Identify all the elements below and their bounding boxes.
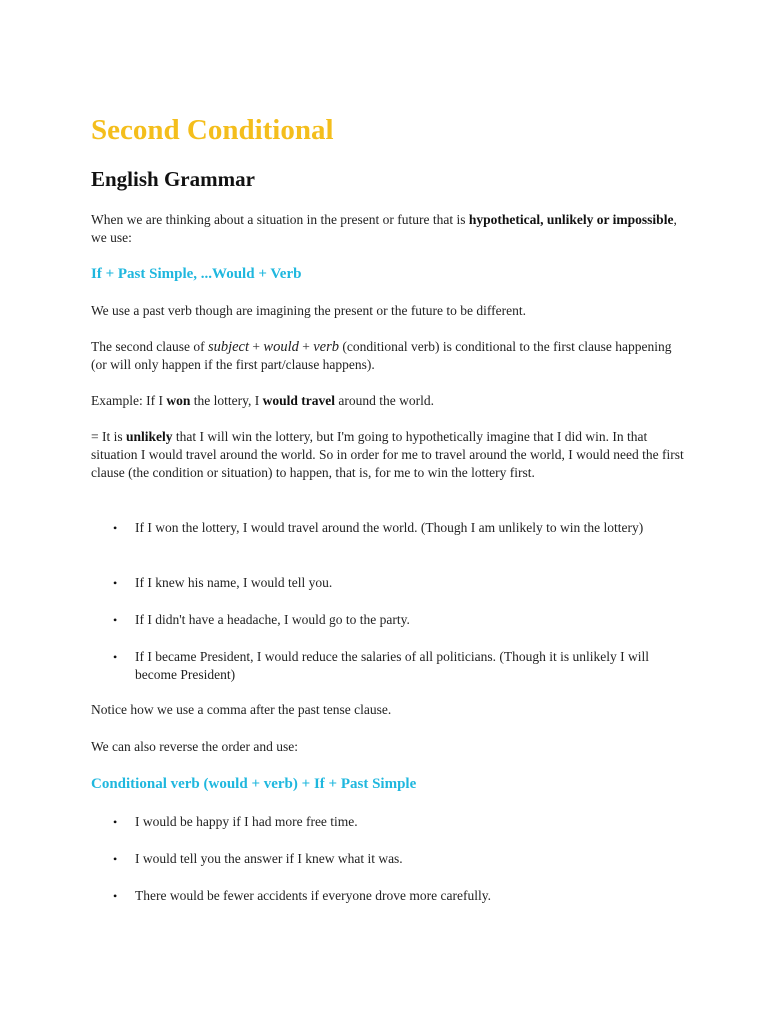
page-title: Second Conditional [91,114,334,146]
example-bold-won: won [166,393,191,408]
comma-note-paragraph: Notice how we use a comma after the past tense clause. [91,702,392,717]
example-bold-would-travel: would travel [262,393,335,408]
second-clause-paragraph [91,338,687,374]
list-item [113,813,687,831]
intro-text: When we are thinking about a situation in the present or future that is [91,212,469,227]
list-item-text: If I became President, I would reduce the salaries of all politicians. (Though it is unlikely I will become President) [135,649,649,682]
list-item [113,519,687,537]
intro-paragraph [91,211,687,247]
bullet-icon: • [113,650,118,664]
list-item-text: There would be fewer accidents if everyone drove more carefully. [135,888,491,903]
formula-if-past-simple: If + Past Simple, ...Would + Verb [91,266,302,282]
formula-conditional-verb-if: Conditional verb (would + verb) + If + Past Simple [91,776,417,792]
example-text-end: around the world. [334,393,434,408]
explanation-text-end: that I will win the lottery, but I'm going to hypothetically imagine that I did win. In that situation I would travel around the world. So in order for me to travel around the world, I would need the first clause (the condition or situation) to happen, that is, for me to win the lottery first. [91,429,684,480]
example-text: Example: If I [91,393,167,408]
list-item [113,611,687,629]
math-would: would [263,339,299,355]
bullet-icon: • [113,613,118,627]
list-item [113,887,687,905]
second-clause-text: The second clause of [91,339,208,354]
bullet-icon: • [113,521,118,535]
math-plus: + [249,339,264,354]
page-subtitle: English Grammar [91,167,255,191]
bullet-icon: • [113,889,118,903]
reverse-order-paragraph: We can also reverse the order and use: [91,739,298,754]
example-paragraph [91,392,687,410]
explanation-paragraph [91,428,687,482]
list-item [113,574,687,592]
list-item-text: If I didn't have a headache, I would go to the party. [135,612,410,627]
explanation-bold-unlikely: unlikely [126,429,173,444]
list-item [113,648,687,684]
bullet-icon: • [113,576,118,590]
bullet-icon: • [113,852,118,866]
bullet-icon: • [113,815,118,829]
list-item-text: I would be happy if I had more free time. [135,814,358,829]
math-subject: subject [207,339,250,355]
intro-text-end: , we use: [91,212,677,245]
explanation-text: = It is [91,429,126,444]
math-verb: verb [313,339,339,355]
list-item-text: I would tell you the answer if I knew what it was. [135,851,403,866]
past-verb-paragraph: We use a past verb though are imagining the present or the future to be different. [91,303,527,318]
second-clause-text-end: (conditional verb) is conditional to the first clause happening (or will only happen if the first part/clause happens). [91,339,672,372]
list-item-text: If I knew his name, I would tell you. [135,575,333,590]
list-item-text: If I won the lottery, I would travel around the world. (Though I am unlikely to win the lottery) [135,520,644,535]
list-item [113,850,687,868]
math-plus: + [298,339,314,354]
intro-bold: hypothetical, unlikely or impossible [468,212,674,227]
example-text: the lottery, I [190,393,263,408]
